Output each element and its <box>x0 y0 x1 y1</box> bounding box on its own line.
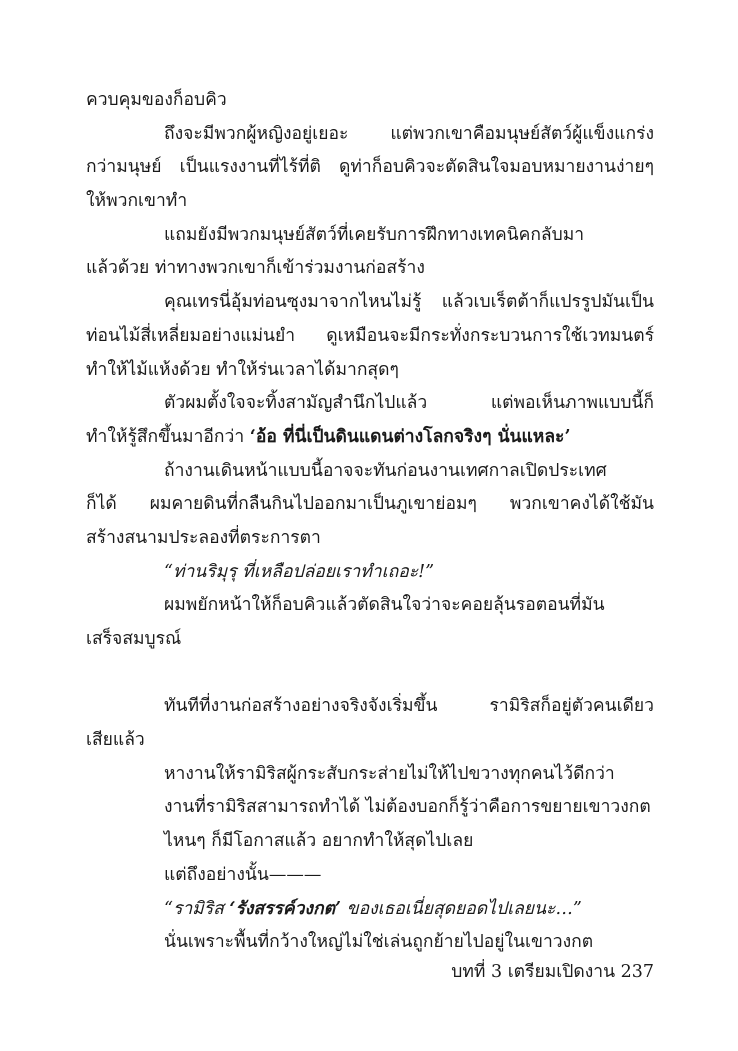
text-line: สร้างสนามประลองที่ตระการตา <box>86 527 321 548</box>
text-line: ท่อนไม้สี่เหลี่ยมอย่างแม่นยำ ดูเหมือนจะมีกระทั่งกระบวนการใช้เวทมนตร์ <box>86 325 654 346</box>
emphasis-quote: ‘อ้อ ที่นี่เป็นดินแดนต่างโลกจริงๆ นั่นแหละ’ <box>249 426 571 447</box>
text-line: ถ้างานเดินหน้าแบบนี้อาจจะทันก่อนงานเทศกาลเปิดประเทศ <box>164 460 607 481</box>
text-line: คุณเทรนี่อุ้มท่อนซุงมาจากไหนไม่รู้ แล้วเบเร็ตต้าก็แปรรูปมันเป็น <box>164 292 654 313</box>
text-line: แล้วด้วย ท่าทางพวกเขาก็เข้าร่วมงานก่อสร้าง <box>86 258 425 279</box>
text-span: ทำให้รู้สึกขึ้นมาอีกว่า <box>86 426 245 447</box>
section-break <box>86 657 654 691</box>
text-line: ทำให้ไม้แห้งด้วย ทำให้ร่นเวลาได้มากสุดๆ <box>86 359 399 380</box>
text-line: ผมพยักหน้าให้ก็อบคิวแล้วตัดสินใจว่าจะคอยลุ้นรอตอนที่มัน <box>164 595 605 616</box>
dialogue-line: “ท่านริมุรุ ที่เหลือปล่อยเราทำเถอะ!” <box>164 561 435 582</box>
text-line: เสียแล้ว <box>86 730 145 751</box>
page-footer: บทที่ 3 เตรียมเปิดงาน 237 <box>451 962 654 982</box>
text-line <box>86 421 654 455</box>
text-line: ตัวผมตั้งใจจะทิ้งสามัญสำนึกไปแล้ว แต่พอเห็นภาพแบบนี้ก็ <box>164 393 654 414</box>
text-line: แต่ถึงอย่างนั้น——— <box>164 864 322 885</box>
text-line: ถึงจะมีพวกผู้หญิงอยู่เยอะ แต่พวกเขาคือมนุษย์สัตว์ผู้แข็งแกร่ง <box>164 123 654 144</box>
text-line: ทันทีที่งานก่อสร้างอย่างจริงจังเริ่มขึ้น รามิริสก็อยู่ตัวคนเดียว <box>164 696 654 717</box>
text-line: ไหนๆ ก็มีโอกาสแล้ว อยากทำให้สุดไปเลย <box>164 831 474 852</box>
text-line: เสร็จสมบูรณ์ <box>86 629 182 649</box>
text-line: นั่นเพราะพื้นที่กว้างใหญ่ไม่ใช่เล่นถูกย้ายไปอยู่ในเขาวงกต <box>164 932 594 953</box>
text-line: ควบคุมของก็อบคิว <box>86 90 227 110</box>
text-line: หางานให้รามิริสผู้กระสับกระส่ายไม่ให้ไปขวางทุกคนไว้ดีกว่า <box>164 763 615 784</box>
text-line: แถมยังมีพวกมนุษย์สัตว์ที่เคยรับการฝึกทางเทคนิคกลับมา <box>164 224 585 245</box>
dialogue-line <box>86 893 654 927</box>
text-span: “รามิริส <box>164 898 224 919</box>
text-line: ให้พวกเขาทำ <box>86 191 188 212</box>
text-line: งานที่รามิริสสามารถทำได้ ไม่ต้องบอกก็รู้ว่าคือการขยายเขาวงกต <box>164 797 651 818</box>
emphasis-quote: ‘รังสรรค์วงกต’ <box>229 898 342 919</box>
text-span: ของเธอเนี่ยสุดยอดไปเลยนะ…” <box>346 898 582 919</box>
text-line: กว่ามนุษย์ เป็นแรงงานที่ไร้ที่ติ ดูท่าก็อบคิวจะตัดสินใจมอบหมายงานง่ายๆ <box>86 157 654 178</box>
body-text <box>86 84 654 960</box>
text-line: ก็ได้ ผมคายดินที่กลืนกินไปออกมาเป็นภูเขาย่อมๆ พวกเขาคงได้ใช้มัน <box>86 494 654 515</box>
